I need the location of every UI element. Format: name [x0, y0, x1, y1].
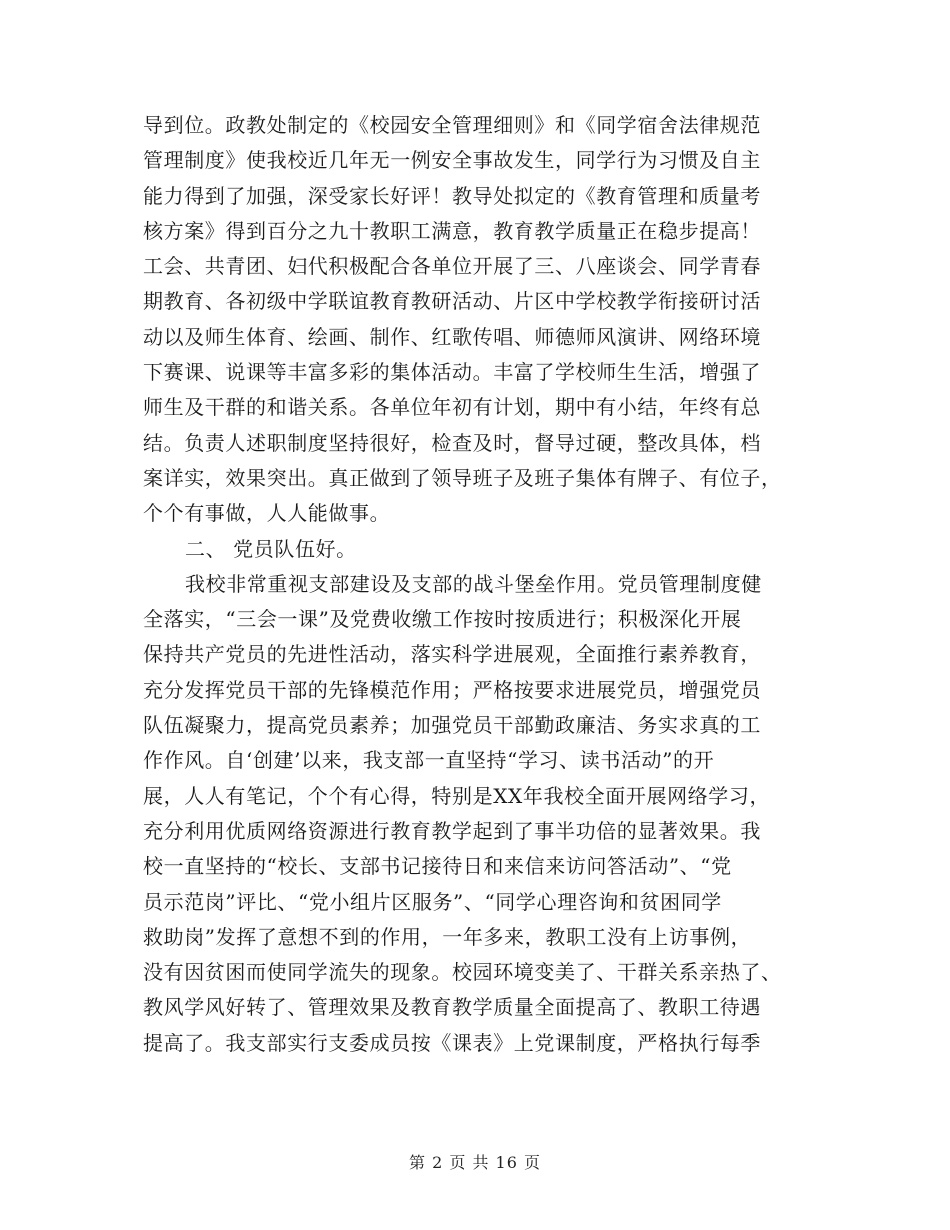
text-line: 能力得到了加强，深受家长好评！教导处拟定的《教育管理和质量考 — [143, 183, 761, 208]
text-line: 全落实，“三会一课”及党费收缴工作按时按质进行；积极深化开展 — [143, 607, 742, 632]
text-line: 队伍凝聚力，提高党员素养；加强党员干部勤政廉洁、务实求真的工 — [143, 713, 761, 738]
text-line: 救助岗”发挥了意想不到的作用，一年多来，教职工没有上访事例， — [143, 924, 752, 949]
text-line: 管理制度》使我校近几年无一例安全事故发生，同学行为习惯及自主 — [143, 148, 761, 173]
text-line: 保持共产党员的先进性活动，落实科学进展观，全面推行素养教育， — [143, 642, 761, 667]
section-heading: 二、 党员队伍好。 — [185, 536, 357, 561]
text-line: 展，人人有笔记，个个有心得，特别是XX年我校全面开展网络学习， — [143, 783, 771, 808]
text-line: 导到位。政教处制定的《校园安全管理细则》和《同学宿舍法律规范 — [143, 113, 761, 137]
page-number: 第 2 页 共 16 页 — [409, 1153, 541, 1172]
text-line: 提高了。我支部实行支委成员按《课表》上党课制度，严格执行每季 — [143, 1030, 761, 1055]
text-line: 下赛课、说课等丰富多彩的集体活动。丰富了学校师生生活，增强了 — [143, 360, 761, 385]
text-line: 结。负责人述职制度坚持很好，检查及时，督导过硬，整改具体，档 — [143, 430, 761, 455]
text-line: 我校非常重视支部建设及支部的战斗堡垒作用。党员管理制度健 — [185, 571, 762, 596]
text-line: 个个有事做，人人能做事。 — [143, 501, 391, 526]
text-line: 没有因贫困而使同学流失的现象。校园环境变美了、干群关系亲热了、 — [143, 960, 782, 985]
text-line: 动以及师生体育、绘画、制作、红歌传唱、师德师风演讲、网络环境 — [143, 324, 761, 349]
text-line: 充分利用优质网络资源进行教育教学起到了事半功倍的显著效果。我 — [143, 818, 761, 843]
text-line: 案详实，效果突出。真正做到了领导班子及班子集体有牌子、有位子， — [143, 465, 782, 490]
text-line: 校一直坚持的“校长、支部书记接待日和来信来访问答活动”、“党 — [143, 854, 732, 879]
body-text — [143, 108, 808, 1061]
text-line: 教风学风好转了、管理效果及教育教学质量全面提高了、教职工待遇 — [143, 995, 761, 1020]
text-line: 期教育、各初级中学联谊教育教研活动、片区中学校教学衔接研讨活 — [143, 289, 761, 314]
text-line: 作作风。自‘创建’以来，我支部一直坚持“学习、读书活动”的开 — [143, 748, 715, 773]
text-line: 师生及干群的和谐关系。各单位年初有计划，期中有小结，年终有总 — [143, 395, 761, 420]
text-line: 充分发挥党员干部的先锋模范作用；严格按要求进展党员，增强党员 — [143, 677, 761, 702]
text-line: 工会、共青团、妇代积极配合各单位开展了三、八座谈会、同学青春 — [143, 254, 761, 279]
text-line: 员示范岗”评比、“党小组片区服务”、“同学心理咨询和贫困同学 — [143, 889, 722, 914]
text-line: 核方案》得到百分之九十教职工满意，教育教学质量正在稳步提高！ — [143, 218, 761, 243]
